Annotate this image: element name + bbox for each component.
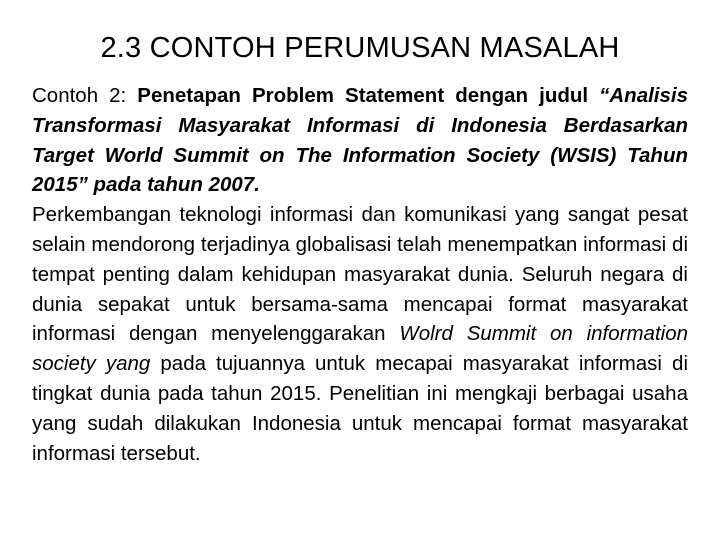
example-heading-bold: Penetapan Problem Statement dengan judul — [137, 84, 589, 107]
slide-title: 2.3 CONTOH PERUMUSAN MASALAH — [100, 32, 620, 64]
slide-body — [32, 81, 688, 468]
description-italic: Wolrd Summit on information society yang — [32, 322, 688, 376]
example-heading-title: “Analisis Transformasi Masyarakat Informasi di Indonesia Berdasarkan Target World Summit on The Information Society (WSIS) Tahun 2015” pada tahun 2007. — [32, 84, 688, 197]
example-prefix: Contoh 2: — [32, 84, 138, 107]
example-paragraph — [32, 81, 688, 200]
description-part1: Perkembangan teknologi informasi dan komunikasi yang sangat pesat selain mendorong terjadinya globalisasi telah menempatkan informasi di tempat penting dalam kehidupan masyarakat dunia. Seluruh negara di dunia sepakat untuk bersama-sama mencapai format masyarakat informasi dengan menyelenggarakan — [32, 203, 688, 346]
description-paragraph — [32, 200, 688, 468]
description-part2: pada tujuannya untuk mecapai masyarakat informasi di tingkat dunia pada tahun 2015. Penelitian ini mengkaji berbagai usaha yang sudah dilakukan Indonesia untuk mencapai format masyarakat informasi tersebut. — [32, 352, 688, 465]
